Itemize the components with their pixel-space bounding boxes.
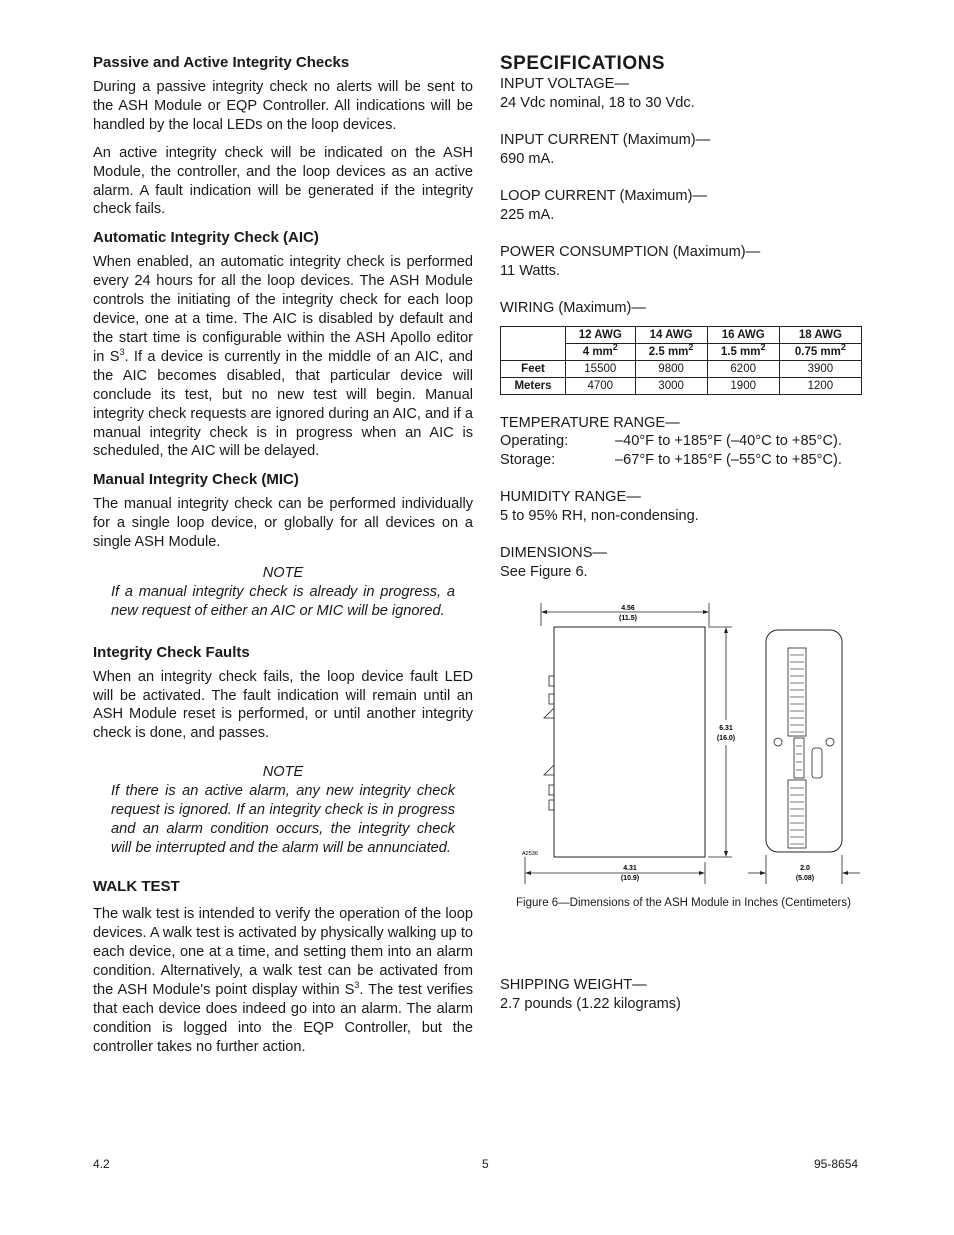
table-row — [501, 326, 862, 343]
footer-document-number: 95-8654 — [814, 1157, 859, 1171]
loop-current-value: 225 mA. — [500, 206, 555, 223]
mic-heading: Manual Integrity Check (MIC) — [93, 471, 299, 489]
note-1 — [111, 564, 455, 621]
note-1-text: If a manual integrity check is already in progress, a new request of either an AIC or MIC will be ignored. — [111, 584, 455, 619]
dim-bottom-label: 4.31 — [623, 865, 637, 872]
spec-power — [500, 243, 870, 280]
note-2-text: If there is an active alarm, any new integrity check request is ignored. If an integrity check is in progress and an alarm condition occurs, the integrity check will be interrupted and the alarm will be annunciated. — [111, 783, 455, 856]
awg-header: 12 AWG — [566, 326, 636, 343]
storage-key: Storage: — [500, 451, 556, 468]
walk-test-heading: WALK TEST — [93, 878, 180, 896]
temperature-label: TEMPERATURE RANGE— — [500, 414, 680, 431]
temperature-storage — [500, 451, 870, 470]
mm2-header: 2.5 $mm^2$ — [635, 343, 707, 360]
loop-current-label: LOOP CURRENT (Maximum)— — [500, 188, 708, 204]
aic-superscript: 3 — [119, 347, 125, 358]
spec-dimensions — [500, 544, 870, 581]
shipping-value: 2.7 pounds (1.22 kilograms) — [500, 995, 681, 1012]
spec-input-voltage — [500, 75, 870, 112]
wiring-label: WIRING (Maximum)— — [500, 300, 646, 316]
table-cell: 1900 — [707, 377, 779, 394]
dimensions-value: See Figure 6. — [500, 563, 588, 580]
spec-loop-current — [500, 187, 870, 224]
figure-caption: Figure 6—Dimensions of the ASH Module in Inches (Centimeters) — [516, 897, 851, 909]
spec-input-current — [500, 131, 870, 168]
passive-heading: Passive and Active Integrity Checks — [93, 54, 350, 71]
awg-header: 16 AWG — [707, 326, 779, 343]
dim-right-label: 6.31 — [719, 725, 733, 732]
note-2-title: NOTE — [262, 764, 304, 781]
dim-bottom-cm-label: (10.9) — [620, 875, 640, 882]
footer-revision: 4.2 — [93, 1157, 110, 1171]
spec-shipping-weight — [500, 976, 681, 1013]
row-header-meters: Meters — [501, 377, 566, 394]
note-1-title: NOTE — [262, 565, 304, 582]
mm2-header: 1.5 $mm^2$ — [707, 343, 779, 360]
specifications-title: SPECIFICATIONS — [500, 53, 665, 74]
aic-heading: Automatic Integrity Check (AIC) — [93, 229, 319, 247]
right-column — [500, 53, 870, 600]
table-cell: 1200 — [779, 377, 861, 394]
footer-page-number: 5 — [482, 1157, 489, 1171]
mic-paragraph: The manual integrity check can be performed individually for a single loop device, or globally for all devices on a single ASH Module. — [93, 496, 473, 551]
module-dimension-drawing — [500, 600, 870, 900]
humidity-value: 5 to 95% RH, non-condensing. — [500, 507, 699, 524]
table-cell: 3900 — [779, 360, 861, 377]
faults-paragraph: When an integrity check fails, the loop device fault LED will be activated. The fault indication will remain until an ASH Module reset is performed, or until another integrity check is done, and passes. — [93, 668, 473, 742]
table-row — [501, 360, 862, 377]
note-2 — [111, 763, 455, 857]
spec-wiring — [500, 299, 870, 395]
operating-value: –40°F to +185°F (–40°C to +85°C). — [615, 433, 842, 449]
walk-text-2: . The test verifies that each device does indeed go into an alarm. The alarm condition is logged into the EQP Controller, but the controller takes no further action. — [93, 982, 473, 1055]
input-current-value: 690 mA. — [500, 150, 555, 167]
table-cell: 15500 — [566, 360, 636, 377]
dim-side-label: 2.0 — [800, 865, 810, 872]
table-corner — [501, 326, 566, 360]
dim-top-label: 4.56 — [621, 605, 635, 612]
shipping-label: SHIPPING WEIGHT— — [500, 977, 647, 993]
dim-side-cm-label: (5.08) — [795, 875, 815, 882]
table-cell: 4700 — [566, 377, 636, 394]
storage-value: –67°F to +185°F (–55°C to +85°C). — [615, 451, 842, 468]
dimensions-label: DIMENSIONS— — [500, 545, 608, 561]
walk-test-paragraph — [93, 905, 473, 1056]
power-value: 11 Watts. — [500, 262, 561, 279]
drawing-id: A2536 — [522, 851, 538, 857]
passive-paragraph-2: An active integrity check will be indicated on the ASH Module, the controller, and the loop devices as an active alarm. A fault indication will be generated if the integrity check fails. — [93, 144, 473, 218]
left-column — [93, 53, 473, 1066]
walk-superscript: 3 — [354, 980, 360, 991]
temperature-operating — [500, 432, 870, 451]
power-label: POWER CONSUMPTION (Maximum)— — [500, 244, 761, 260]
wiring-table — [500, 326, 862, 395]
humidity-label: HUMIDITY RANGE— — [500, 489, 641, 505]
passive-paragraph-1: During a passive integrity check no alerts will be sent to the ASH Module or EQP Controller. All indications will be handled by the local LEDs on the loop devices. — [93, 79, 473, 133]
table-cell: 6200 — [707, 360, 779, 377]
awg-header: 14 AWG — [635, 326, 707, 343]
input-voltage-value: 24 Vdc nominal, 18 to 30 Vdc. — [500, 94, 695, 111]
input-current-label: INPUT CURRENT (Maximum)— — [500, 132, 711, 148]
table-row — [501, 377, 862, 394]
walk-text-1: The walk test is intended to verify the operation of the loop devices. A walk test is activated by physically walking up to each device, one at a time, and setting them into an alarm condition. Alternatively, a walk test can be activated from the ASH Module's point display within S — [93, 906, 473, 999]
table-cell: 3000 — [635, 377, 707, 394]
table-cell: 9800 — [635, 360, 707, 377]
input-voltage-label: INPUT VOLTAGE— — [500, 76, 629, 92]
faults-heading: Integrity Check Faults — [93, 643, 250, 661]
mm2-header: 4 $mm^2$ — [566, 343, 636, 360]
aic-text-2: . If a device is currently in the middle of an AIC, and the AIC becomes disabled, that particular device will conclude its test, but no new test will begin. Manual integrity check requests are ignored during an AIC, and if a manual integrity check is in progress when an AIC is scheduled, the AIC will be delayed. — [93, 348, 473, 460]
aic-paragraph — [93, 253, 473, 461]
mm2-header: 0.75 $mm^2$ — [779, 343, 861, 360]
spec-humidity — [500, 488, 870, 525]
aic-text-1: When enabled, an automatic integrity check is performed every 24 hours for all the loop devices. The ASH Module controls the initiating of the integrity check for each loop device, one at a time. The AIC is disabled by default and the start time is configurable within the ASH Apollo editor in S — [93, 254, 473, 365]
operating-key: Operating: — [500, 433, 569, 449]
awg-header: 18 AWG — [779, 326, 861, 343]
row-header-feet: Feet — [501, 360, 566, 377]
spec-temperature — [500, 414, 870, 470]
dim-right-cm-label: (16.0) — [716, 735, 736, 742]
dim-top-cm-label: (11.5) — [619, 615, 637, 622]
dimension-figure — [500, 600, 870, 910]
